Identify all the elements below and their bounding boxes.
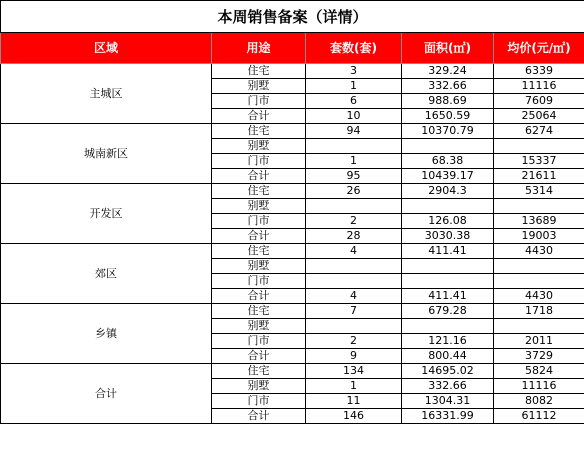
price-cell: 15337: [494, 154, 584, 169]
table-row: [1, 124, 584, 139]
units-cell: 2: [306, 214, 402, 229]
header-row: [1, 33, 584, 64]
usage-cell: 住宅: [212, 244, 306, 259]
price-cell: 11116: [494, 79, 584, 94]
units-cell: 2: [306, 334, 402, 349]
header-usage: 用途: [212, 33, 306, 64]
area-cell: 121.16: [402, 334, 494, 349]
usage-cell: 别墅: [212, 79, 306, 94]
units-cell: 95: [306, 169, 402, 184]
usage-cell: 门市: [212, 394, 306, 409]
table-row: [1, 244, 584, 259]
price-cell: 13689: [494, 214, 584, 229]
area-cell: 3030.38: [402, 229, 494, 244]
usage-cell: 合计: [212, 289, 306, 304]
units-cell: 1: [306, 79, 402, 94]
price-cell: [494, 139, 584, 154]
area-cell: [402, 139, 494, 154]
usage-cell: 合计: [212, 169, 306, 184]
price-cell: 5824: [494, 364, 584, 379]
area-cell: 2904.3: [402, 184, 494, 199]
area-cell: 126.08: [402, 214, 494, 229]
region-cell: 城南新区: [1, 124, 212, 184]
area-cell: 988.69: [402, 94, 494, 109]
units-cell: 6: [306, 94, 402, 109]
units-cell: 134: [306, 364, 402, 379]
usage-cell: 别墅: [212, 199, 306, 214]
price-cell: 6339: [494, 64, 584, 79]
price-cell: [494, 274, 584, 289]
usage-cell: 门市: [212, 274, 306, 289]
area-cell: 68.38: [402, 154, 494, 169]
units-cell: 1: [306, 154, 402, 169]
units-cell: 10: [306, 109, 402, 124]
table-row: [1, 64, 584, 79]
price-cell: 6274: [494, 124, 584, 139]
usage-cell: 住宅: [212, 364, 306, 379]
price-cell: [494, 199, 584, 214]
units-cell: 4: [306, 289, 402, 304]
title-row: [1, 1, 584, 33]
table-row: [1, 364, 584, 379]
usage-cell: 别墅: [212, 139, 306, 154]
usage-cell: 住宅: [212, 304, 306, 319]
units-cell: 3: [306, 64, 402, 79]
units-cell: 9: [306, 349, 402, 364]
units-cell: 26: [306, 184, 402, 199]
region-cell: 乡镇: [1, 304, 212, 364]
units-cell: 1: [306, 379, 402, 394]
table-row: [1, 304, 584, 319]
price-cell: 3729: [494, 349, 584, 364]
area-cell: 411.41: [402, 289, 494, 304]
header-price: 均价(元/㎡): [494, 33, 584, 64]
area-cell: 16331.99: [402, 409, 494, 424]
price-cell: 4430: [494, 244, 584, 259]
area-cell: [402, 274, 494, 289]
price-cell: 1718: [494, 304, 584, 319]
usage-cell: 门市: [212, 154, 306, 169]
usage-cell: 别墅: [212, 259, 306, 274]
price-cell: [494, 259, 584, 274]
units-cell: 11: [306, 394, 402, 409]
region-cell: 主城区: [1, 64, 212, 124]
usage-cell: 别墅: [212, 319, 306, 334]
area-cell: 1304.31: [402, 394, 494, 409]
area-cell: [402, 199, 494, 214]
price-cell: 11116: [494, 379, 584, 394]
area-cell: 411.41: [402, 244, 494, 259]
units-cell: 7: [306, 304, 402, 319]
table-title: 本周销售备案（详情）: [1, 1, 584, 33]
area-cell: 332.66: [402, 379, 494, 394]
header-units: 套数(套): [306, 33, 402, 64]
area-cell: 800.44: [402, 349, 494, 364]
units-cell: [306, 199, 402, 214]
usage-cell: 合计: [212, 409, 306, 424]
area-cell: 1650.59: [402, 109, 494, 124]
header-region: 区域: [1, 33, 212, 64]
area-cell: 679.28: [402, 304, 494, 319]
units-cell: [306, 259, 402, 274]
area-cell: [402, 319, 494, 334]
region-cell: 郊区: [1, 244, 212, 304]
units-cell: 4: [306, 244, 402, 259]
price-cell: 4430: [494, 289, 584, 304]
usage-cell: 住宅: [212, 184, 306, 199]
usage-cell: 住宅: [212, 64, 306, 79]
units-cell: [306, 139, 402, 154]
price-cell: [494, 319, 584, 334]
price-cell: 2011: [494, 334, 584, 349]
region-cell: 合计: [1, 364, 212, 424]
usage-cell: 别墅: [212, 379, 306, 394]
area-cell: [402, 259, 494, 274]
price-cell: 19003: [494, 229, 584, 244]
table-row: [1, 184, 584, 199]
area-cell: 14695.02: [402, 364, 494, 379]
price-cell: 21611: [494, 169, 584, 184]
usage-cell: 门市: [212, 94, 306, 109]
units-cell: [306, 319, 402, 334]
area-cell: 10370.79: [402, 124, 494, 139]
usage-cell: 住宅: [212, 124, 306, 139]
price-cell: 61112: [494, 409, 584, 424]
usage-cell: 合计: [212, 109, 306, 124]
area-cell: 332.66: [402, 79, 494, 94]
price-cell: 7609: [494, 94, 584, 109]
region-cell: 开发区: [1, 184, 212, 244]
usage-cell: 门市: [212, 214, 306, 229]
units-cell: 146: [306, 409, 402, 424]
units-cell: 28: [306, 229, 402, 244]
price-cell: 25064: [494, 109, 584, 124]
area-cell: 10439.17: [402, 169, 494, 184]
price-cell: 5314: [494, 184, 584, 199]
price-cell: 8082: [494, 394, 584, 409]
units-cell: 94: [306, 124, 402, 139]
usage-cell: 合计: [212, 349, 306, 364]
usage-cell: 门市: [212, 334, 306, 349]
usage-cell: 合计: [212, 229, 306, 244]
header-area: 面积(㎡): [402, 33, 494, 64]
area-cell: 329.24: [402, 64, 494, 79]
units-cell: [306, 274, 402, 289]
